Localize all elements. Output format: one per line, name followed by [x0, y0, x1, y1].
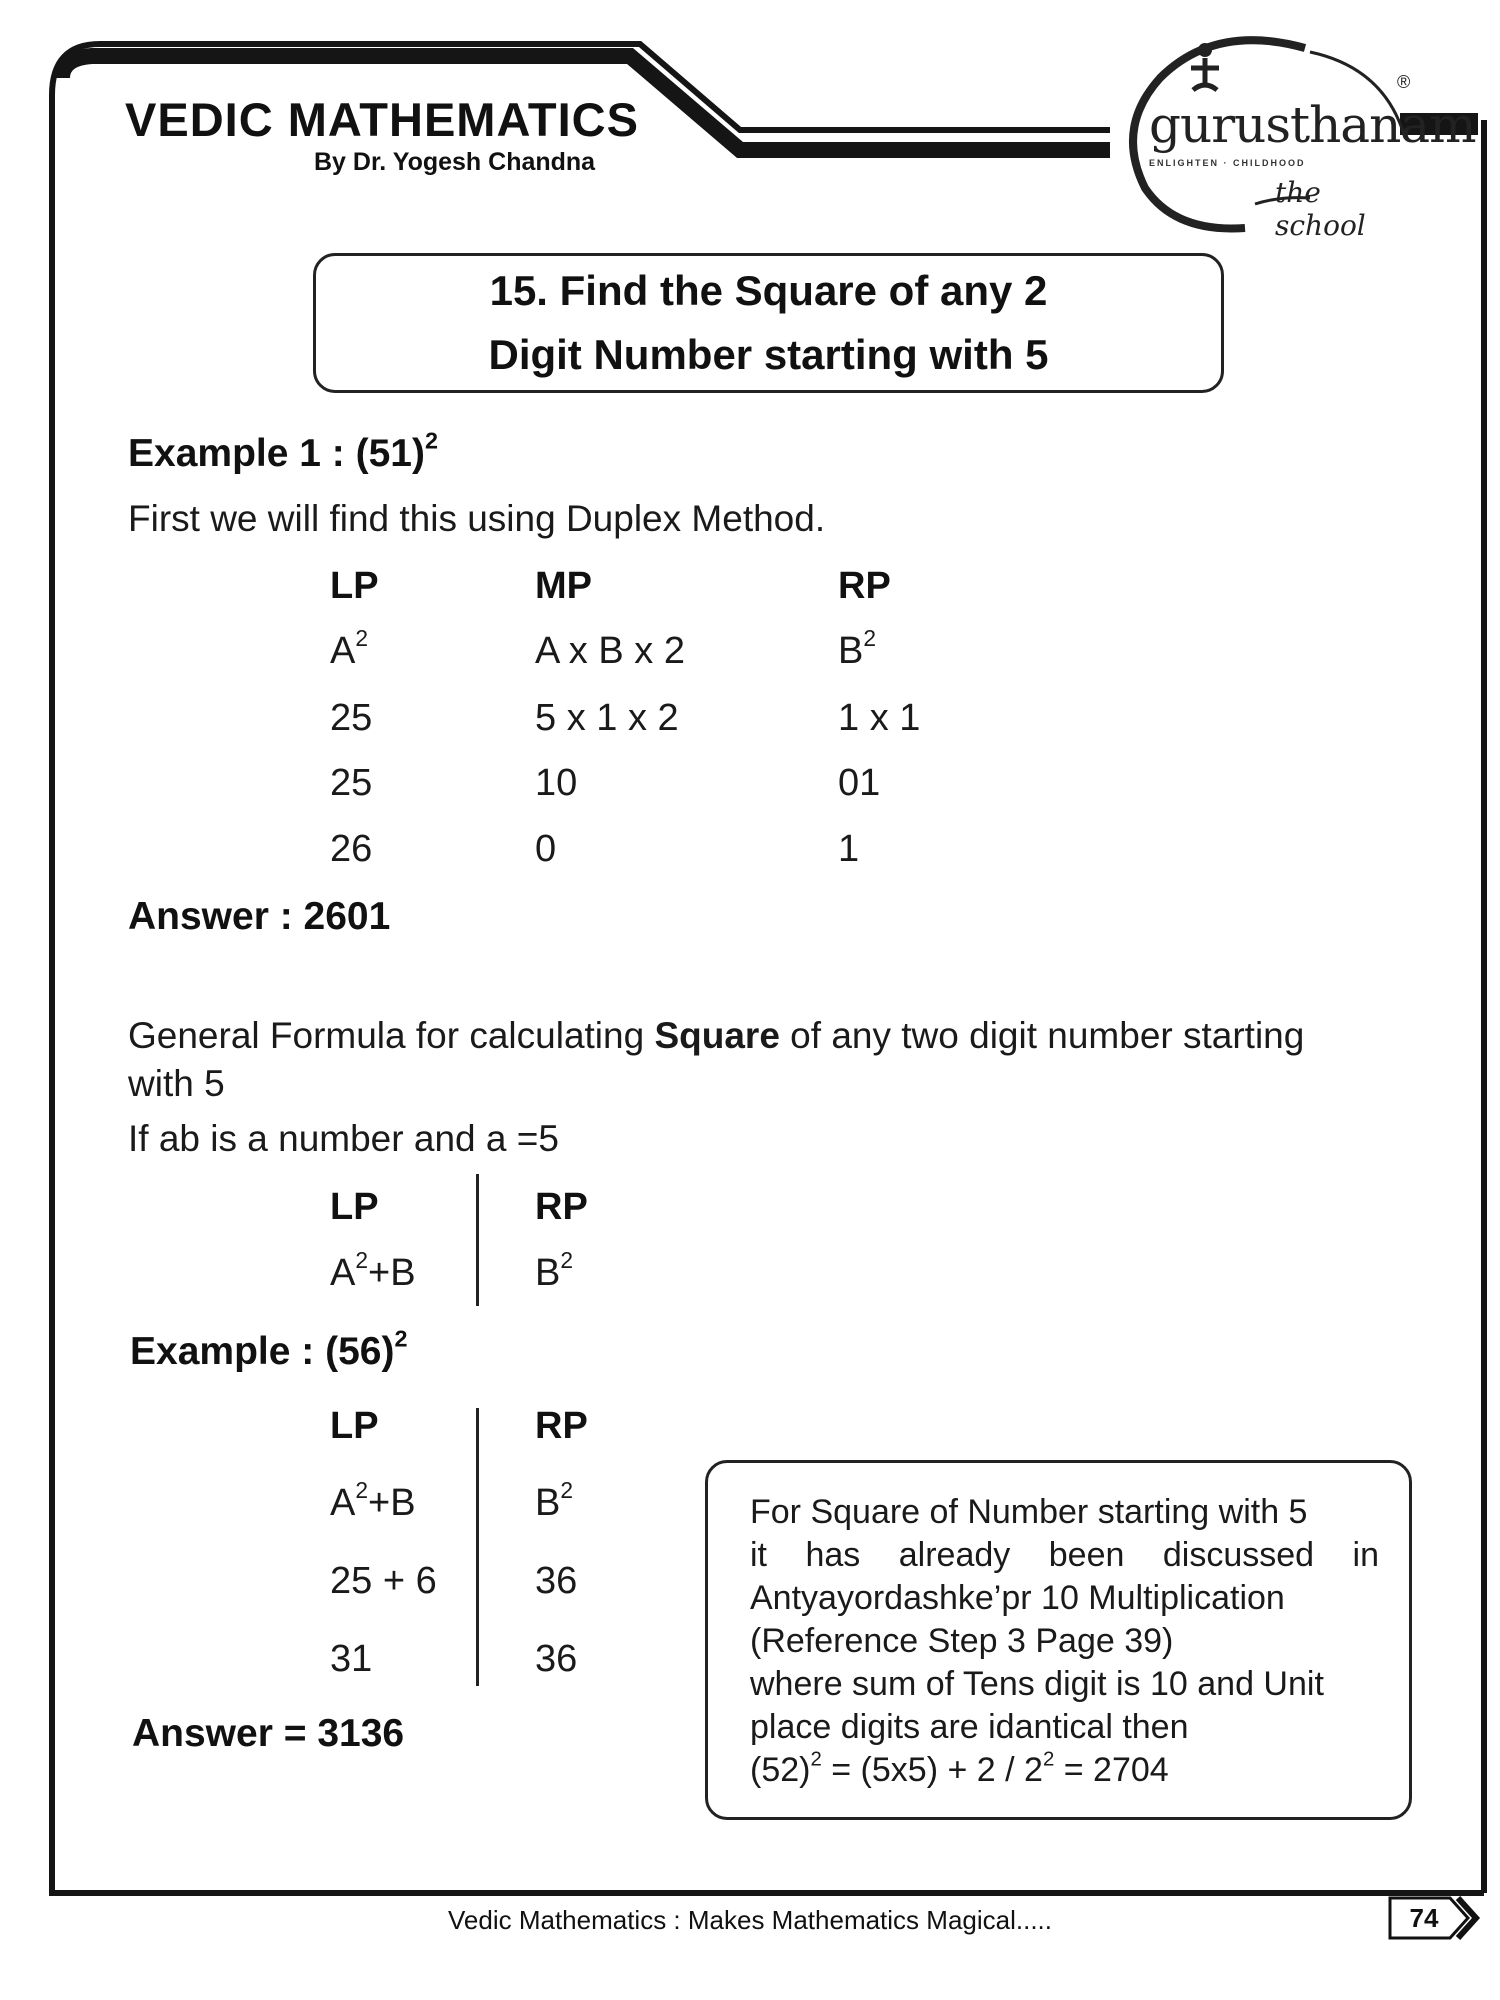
example-2-label: Example : — [130, 1330, 326, 1373]
logo-subtitle: the school — [1275, 176, 1366, 242]
general-divider — [476, 1174, 479, 1306]
ex2-row-2-rp: 36 — [535, 1638, 578, 1680]
ex1-row-3-lp: 26 — [330, 828, 373, 870]
example-1-exponent: 2 — [424, 427, 438, 454]
note-line-4: (Reference Step 3 Page 39) — [750, 1622, 1174, 1660]
example-1-answer: Answer : 2601 — [128, 895, 391, 938]
ex2-header-rp: RP — [535, 1405, 588, 1447]
school-logo — [1105, 28, 1476, 242]
general-formula-text: General Formula for calculating Square of any two digit number starting with 5 — [128, 1015, 1305, 1104]
example-1-heading — [128, 427, 438, 476]
ex1-header-rp: RP — [838, 565, 891, 607]
ex1-row-2-mp: 10 — [535, 762, 578, 804]
ex1-formula-lp: $A^2$ — [330, 624, 369, 672]
reference-note-box — [705, 1460, 1412, 1820]
general-condition: If ab is a number and a =5 — [128, 1118, 559, 1159]
book-author: By Dr. Yogesh Chandna — [314, 148, 596, 176]
general-formula-rp: $B^2$ — [535, 1246, 574, 1294]
ex1-formula-rp: $B^2$ — [838, 624, 877, 672]
ex2-divider — [476, 1408, 479, 1686]
ex1-row-3-rp: 1 — [838, 828, 860, 870]
note-line-2: it has already been discussed in — [750, 1536, 1379, 1574]
ex2-row-2-lp: 31 — [330, 1638, 373, 1680]
ex1-formula-mp: A x B x 2 — [535, 630, 685, 672]
topic-line-1: 15. Find the Square of any 2 — [489, 267, 1048, 314]
note-line-1: For Square of Number starting with 5 — [750, 1493, 1308, 1531]
ex2-row-1-rp: 36 — [535, 1560, 578, 1602]
registered-mark: ® — [1397, 72, 1411, 92]
ex1-row-1-mp: 5 x 1 x 2 — [535, 697, 679, 739]
note-line-5: where sum of Tens digit is 10 and Unit — [750, 1665, 1324, 1703]
logo-tagline: ENLIGHTEN · CHILDHOOD — [1149, 158, 1306, 168]
ex1-header-lp: LP — [330, 565, 379, 607]
ex1-row-3-mp: 0 — [535, 828, 557, 870]
ex1-row-1-lp: 25 — [330, 697, 373, 739]
ex2-formula-rp: $B^2$ — [535, 1476, 574, 1524]
note-line-7: $(52)^2 = (5x5) + 2 / 2^2 = 2704$ — [750, 1748, 1169, 1789]
ex1-row-1-rp: 1 x 1 — [838, 697, 921, 739]
example-1-base: (51) — [355, 432, 425, 475]
ex1-row-2-lp: 25 — [330, 762, 373, 804]
general-header-rp: RP — [535, 1186, 588, 1228]
logo-wordmark: gurusthanam — [1149, 96, 1476, 154]
example-2-heading — [130, 1325, 408, 1374]
general-header-lp: LP — [330, 1186, 379, 1228]
note-line-6: place digits are idantical then — [750, 1708, 1189, 1746]
ex2-formula-lp: $A^2+B$ — [330, 1476, 416, 1524]
ex1-header-mp: MP — [535, 565, 592, 607]
ex1-row-2-rp: 01 — [838, 762, 881, 804]
example-2-exponent: 2 — [394, 1325, 408, 1352]
note-line-3: Antyayordashke’pr 10 Multiplication — [750, 1579, 1285, 1617]
topic-line-2: Digit Number starting with 5 — [488, 331, 1049, 378]
general-formula-lp: $A^2+B$ — [330, 1246, 416, 1294]
duplex-intro: First we will find this using Duplex Method. — [128, 498, 826, 539]
example-2-answer: Answer = 3136 — [132, 1712, 405, 1755]
book-title: VEDIC MATHEMATICS — [125, 93, 639, 146]
topic-heading-box — [313, 253, 1224, 393]
page-number: 74 — [1409, 1902, 1439, 1933]
ex2-header-lp: LP — [330, 1405, 379, 1447]
footer-tagline: Vedic Mathematics : Makes Mathematics Magical..... — [448, 1905, 1052, 1935]
example-1-label: Example 1 : — [128, 432, 356, 475]
ex2-row-1-lp: 25 + 6 — [330, 1560, 437, 1602]
example-2-base: (56) — [325, 1330, 395, 1373]
